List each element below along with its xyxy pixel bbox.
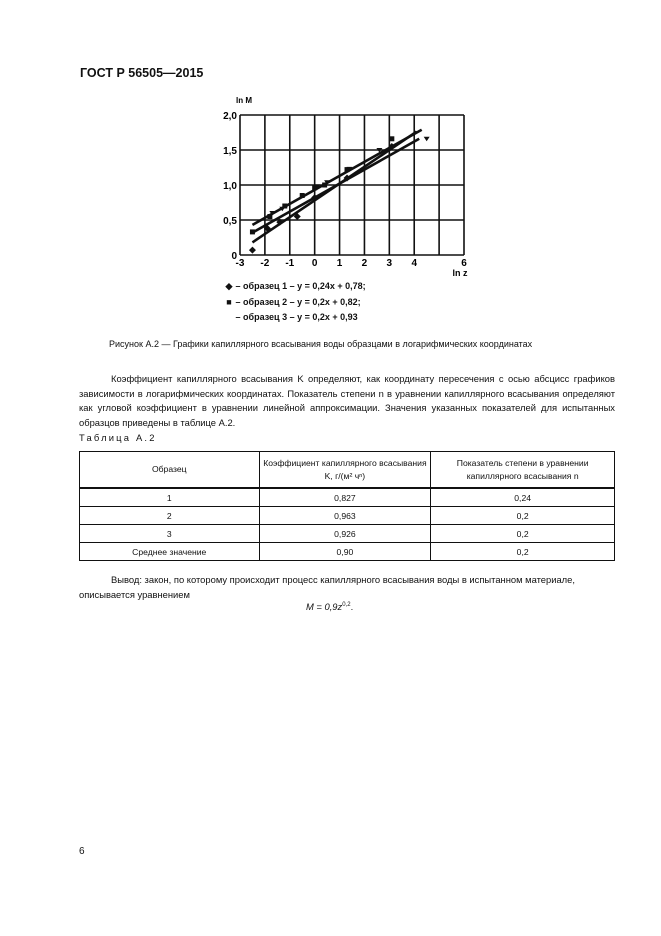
cell-exponent: 0,24 bbox=[431, 488, 615, 507]
cell-exponent: 0,2 bbox=[431, 543, 615, 561]
x-tick-label: 2 bbox=[361, 258, 368, 269]
x-tick-label: -2 bbox=[260, 258, 270, 269]
y-axis-label: ln M bbox=[236, 96, 252, 105]
formula-end: . bbox=[350, 601, 354, 612]
cell-sample: 2 bbox=[80, 507, 260, 525]
data-point-square bbox=[300, 193, 305, 198]
legend-label: – образец 3 – y = 0,2x + 0,93 bbox=[235, 312, 358, 322]
data-point-square bbox=[250, 229, 255, 234]
cell-exponent: 0,2 bbox=[431, 525, 615, 543]
legend-item-sample-1 bbox=[225, 279, 366, 295]
legend-label: – образец 1 – y = 0,24x + 0,78; bbox=[235, 281, 366, 291]
x-tick-label: 1 bbox=[336, 258, 343, 269]
figure-caption: Рисунок А.2 — Графики капиллярного всасывания воды образцами в логарифмических координатах bbox=[109, 339, 533, 349]
table-header-row bbox=[80, 452, 615, 489]
y-tick-label: 1,5 bbox=[223, 146, 237, 157]
conclusion-formula bbox=[306, 601, 353, 612]
column-header-coefficient: Коэффициент капиллярного всасывания K, г/(м² чⁿ) bbox=[259, 452, 431, 489]
conclusion-text: Вывод: закон, по которому происходит процесс капиллярного всасывания воды в испытанном материале, описывается уравнением bbox=[79, 574, 575, 600]
table-row bbox=[80, 525, 615, 543]
chart-legend bbox=[225, 279, 366, 326]
table-row bbox=[80, 507, 615, 525]
square-marker-icon: ■ bbox=[226, 296, 232, 307]
data-point-diamond bbox=[249, 247, 256, 254]
cell-coefficient: 0,963 bbox=[259, 507, 431, 525]
data-point-square bbox=[389, 136, 394, 141]
table-title: Таблица А.2 bbox=[79, 432, 157, 443]
column-header-sample: Образец bbox=[80, 452, 260, 489]
table-row bbox=[80, 488, 615, 507]
formula-exponent: 0,2 bbox=[342, 601, 351, 608]
cell-sample: 1 bbox=[80, 488, 260, 507]
results-table bbox=[79, 451, 615, 561]
diamond-marker-icon: ◆ bbox=[225, 281, 233, 291]
document-header: ГОСТ Р 56505—2015 bbox=[80, 66, 204, 80]
x-tick-label: 6 bbox=[461, 258, 467, 269]
cell-sample: Среднее значение bbox=[80, 543, 260, 561]
cell-coefficient: 0,90 bbox=[259, 543, 431, 561]
cell-exponent: 0,2 bbox=[431, 507, 615, 525]
y-tick-label: 2,0 bbox=[223, 111, 237, 122]
x-tick-label: -3 bbox=[235, 258, 245, 269]
data-point-square bbox=[267, 214, 272, 219]
page-number: 6 bbox=[79, 846, 85, 857]
y-tick-label: 1,0 bbox=[223, 181, 237, 192]
paragraph-text: Коэффициент капиллярного всасывания K определяют, как координату пересечения с осью абсцисс графиков зависимости в логарифмических координатах. Показатель степени n в уравнении капиллярного всасывания определяют как угловой коэффициент в уравнении линейной аппроксимации. Значения указанных показателей для испытанных образцов приведены в таблице А.2. bbox=[79, 373, 615, 429]
fit-line-3 bbox=[252, 130, 421, 225]
conclusion-paragraph bbox=[79, 573, 615, 602]
y-tick-label: 0,5 bbox=[223, 216, 237, 227]
x-tick-label: 3 bbox=[386, 258, 393, 269]
legend-label: – образец 2 – y = 0,2x + 0,82; bbox=[235, 296, 361, 307]
body-paragraph bbox=[79, 372, 615, 431]
cell-sample: 3 bbox=[80, 525, 260, 543]
formula-base: M = 0,9z bbox=[306, 601, 343, 612]
y-tick-label: 0 bbox=[231, 251, 237, 262]
data-point-triangle bbox=[424, 137, 430, 142]
column-header-exponent: Показатель степени в уравнении капиллярного всасывания n bbox=[431, 452, 615, 489]
x-axis-label: ln z bbox=[452, 268, 468, 278]
table-row-average bbox=[80, 543, 615, 561]
x-tick-label: -1 bbox=[285, 258, 295, 269]
legend-item-sample-3 bbox=[225, 310, 366, 326]
cell-coefficient: 0,926 bbox=[259, 525, 431, 543]
legend-item-sample-2 bbox=[225, 295, 366, 311]
x-tick-label: 0 bbox=[311, 258, 318, 269]
x-tick-label: 4 bbox=[411, 258, 418, 269]
cell-coefficient: 0,827 bbox=[259, 488, 431, 507]
